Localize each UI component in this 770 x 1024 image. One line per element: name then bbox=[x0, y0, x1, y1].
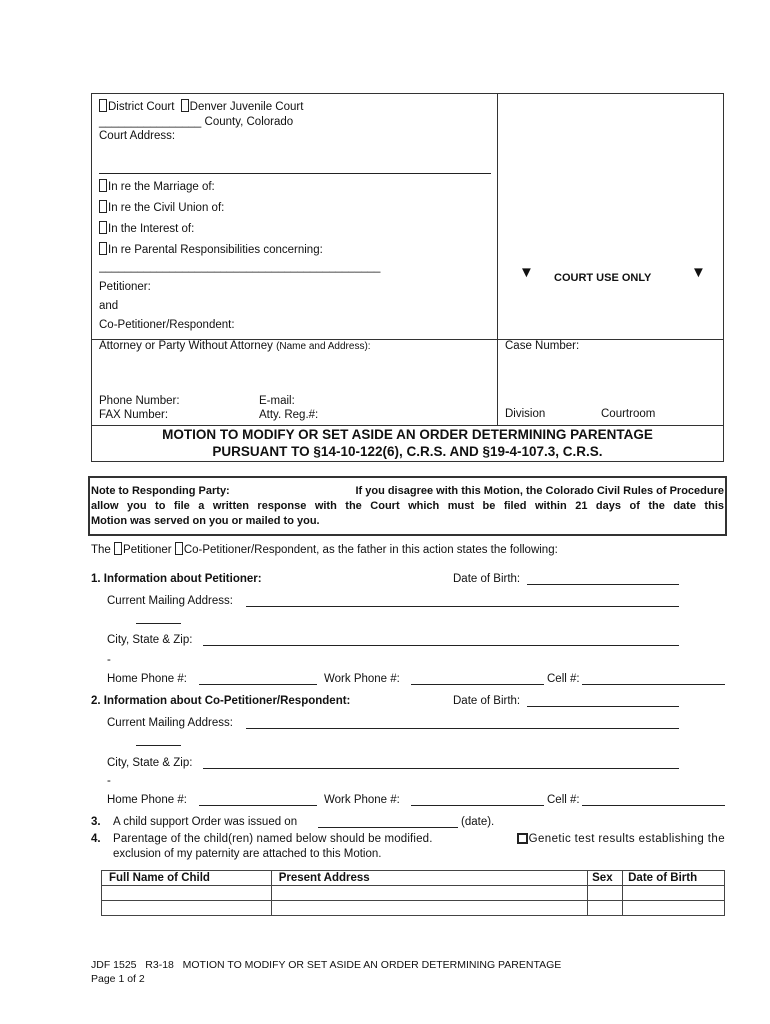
district-court-checkbox[interactable] bbox=[99, 99, 107, 112]
sec2-mailing-field-2[interactable] bbox=[136, 745, 181, 746]
and-label: and bbox=[99, 300, 119, 312]
child-sex-cell[interactable] bbox=[588, 886, 623, 901]
item3-text: A child support Order was issued on bbox=[113, 816, 298, 828]
sec1-dob-label: Date of Birth: bbox=[453, 573, 521, 585]
civil-union-row bbox=[99, 200, 224, 214]
table-row bbox=[102, 901, 725, 916]
sec1-dob-field[interactable] bbox=[527, 584, 679, 585]
email-label: E-mail: bbox=[259, 395, 295, 407]
attorney-row bbox=[99, 340, 371, 352]
sec2-work-field[interactable] bbox=[411, 805, 544, 806]
sec1-heading: 1. Information about Petitioner: bbox=[91, 573, 262, 585]
sec2-mailing-field[interactable] bbox=[246, 728, 679, 729]
sec2-cell-field[interactable] bbox=[582, 805, 725, 806]
interest-checkbox[interactable] bbox=[99, 221, 107, 234]
sec1-dash: - bbox=[107, 654, 111, 666]
parental-row bbox=[99, 242, 323, 256]
genetic-test-checkbox[interactable] bbox=[517, 833, 528, 844]
intro-line bbox=[91, 542, 558, 556]
district-court-label: District Court bbox=[108, 101, 175, 113]
item3-date-label: (date). bbox=[461, 816, 495, 828]
children-table-header bbox=[102, 871, 725, 886]
sec2-heading: 2. Information about Co-Petitioner/Respondent: bbox=[91, 695, 351, 707]
child-dob-cell[interactable] bbox=[623, 901, 725, 916]
intro-rest: Co-Petitioner/Respondent, as the father in this action states the following: bbox=[183, 544, 558, 556]
table-row bbox=[102, 886, 725, 901]
sec2-mailing-label: Current Mailing Address: bbox=[107, 717, 233, 729]
sec1-mailing-label: Current Mailing Address: bbox=[107, 595, 233, 607]
sec1-home-label: Home Phone #: bbox=[107, 673, 187, 685]
note-text-2: allow you to file a written response with the Court which must be filed within 21 days of the date this bbox=[91, 500, 724, 512]
item3-date-field[interactable] bbox=[318, 827, 458, 828]
case-number-label: Case Number: bbox=[505, 340, 580, 352]
sec1-mailing-field-2[interactable] bbox=[136, 623, 181, 624]
sec2-city-field[interactable] bbox=[203, 768, 679, 769]
arrow-down-right-icon: ▼ bbox=[691, 264, 706, 281]
note-text-1: If you disagree with this Motion, the Colorado Civil Rules of Procedure bbox=[355, 485, 724, 497]
division-label: Division bbox=[505, 408, 546, 420]
sec2-home-label: Home Phone #: bbox=[107, 794, 187, 806]
sec1-city-label: City, State & Zip: bbox=[107, 634, 193, 646]
item4-text: Parentage of the child(ren) named below should be modified. bbox=[113, 833, 433, 845]
intro-petitioner-checkbox[interactable] bbox=[114, 542, 122, 555]
child-name-cell[interactable] bbox=[102, 886, 272, 901]
item4-genetic-row bbox=[517, 833, 725, 845]
juvenile-court-checkbox[interactable] bbox=[181, 99, 189, 112]
co-petitioner-label: Co-Petitioner/Respondent: bbox=[99, 319, 235, 331]
attorney-label: Attorney or Party Without Attorney bbox=[99, 340, 273, 352]
caption-vertical-divider bbox=[497, 93, 498, 426]
court-use-only-label: COURT USE ONLY bbox=[554, 272, 652, 284]
item3-number: 3. bbox=[91, 816, 101, 828]
col-present-address: Present Address bbox=[271, 871, 587, 886]
sec2-city-label: City, State & Zip: bbox=[107, 757, 193, 769]
party-names-line: ____________________________________________ bbox=[99, 261, 381, 273]
civil-union-label: In re the Civil Union of: bbox=[108, 202, 225, 214]
interest-row bbox=[99, 221, 194, 235]
child-address-cell[interactable] bbox=[271, 886, 587, 901]
county-line: ________________ County, Colorado bbox=[99, 116, 294, 128]
sec1-city-field[interactable] bbox=[203, 645, 679, 646]
fax-number-label: FAX Number: bbox=[99, 409, 169, 421]
sec2-dob-field[interactable] bbox=[527, 706, 679, 707]
footer-page-number: Page 1 of 2 bbox=[91, 973, 145, 985]
item4-number: 4. bbox=[91, 833, 101, 845]
sec2-dash: - bbox=[107, 775, 111, 787]
parental-label: In re Parental Responsibilities concerning: bbox=[108, 244, 323, 256]
sec1-cell-field[interactable] bbox=[582, 684, 725, 685]
footer-form-id: JDF 1525 R3-18 MOTION TO MODIFY OR SET ASIDE AN ORDER DETERMINING PARENTAGE bbox=[91, 959, 562, 971]
marriage-checkbox[interactable] bbox=[99, 179, 107, 192]
atty-reg-label: Atty. Reg.#: bbox=[259, 409, 319, 421]
petitioner-label: Petitioner: bbox=[99, 281, 151, 293]
item4-line-2: exclusion of my paternity are attached to this Motion. bbox=[113, 848, 382, 860]
child-dob-cell[interactable] bbox=[623, 886, 725, 901]
caption-box bbox=[91, 93, 724, 426]
col-sex: Sex bbox=[588, 871, 623, 886]
item4-genetic-label: Genetic test results establishing the bbox=[528, 833, 725, 845]
attorney-note: (Name and Address): bbox=[276, 341, 371, 352]
intro-co-petitioner-checkbox[interactable] bbox=[175, 542, 183, 555]
col-full-name: Full Name of Child bbox=[102, 871, 272, 886]
col-date-of-birth: Date of Birth bbox=[623, 871, 725, 886]
sec2-work-label: Work Phone #: bbox=[324, 794, 400, 806]
arrow-down-left-icon: ▼ bbox=[519, 264, 534, 281]
sec2-cell-label: Cell #: bbox=[547, 794, 580, 806]
sec1-work-field[interactable] bbox=[411, 684, 544, 685]
children-table bbox=[101, 870, 725, 916]
court-type-row bbox=[99, 99, 303, 113]
juvenile-court-label: Denver Juvenile Court bbox=[189, 101, 304, 113]
child-address-cell[interactable] bbox=[271, 901, 587, 916]
courtroom-label: Courtroom bbox=[601, 408, 656, 420]
note-label: Note to Responding Party: bbox=[91, 485, 230, 497]
note-text-3: Motion was served on you or mailed to you. bbox=[91, 515, 320, 527]
interest-label: In the Interest of: bbox=[108, 223, 195, 235]
phone-number-label: Phone Number: bbox=[99, 395, 180, 407]
marriage-label: In re the Marriage of: bbox=[108, 181, 215, 193]
sec2-home-field[interactable] bbox=[199, 805, 317, 806]
court-address-underline bbox=[99, 173, 491, 174]
item4-line-1 bbox=[113, 833, 725, 845]
title-line-2: PURSUANT TO §14-10-122(6), C.R.S. AND §19-4-107.3, C.R.S. bbox=[212, 444, 603, 459]
parental-checkbox[interactable] bbox=[99, 242, 107, 255]
sec1-cell-label: Cell #: bbox=[547, 673, 580, 685]
title-line-1: MOTION TO MODIFY OR SET ASIDE AN ORDER DETERMINING PARENTAGE bbox=[162, 427, 653, 442]
civil-union-checkbox[interactable] bbox=[99, 200, 107, 213]
marriage-row bbox=[99, 179, 215, 193]
sec1-mailing-field[interactable] bbox=[246, 606, 679, 607]
sec1-work-label: Work Phone #: bbox=[324, 673, 400, 685]
court-address-label: Court Address: bbox=[99, 130, 176, 142]
intro-petitioner-label: Petitioner bbox=[123, 544, 172, 556]
note-line-1 bbox=[91, 485, 724, 497]
child-name-cell[interactable] bbox=[102, 901, 272, 916]
sec1-home-field[interactable] bbox=[199, 684, 317, 685]
child-sex-cell[interactable] bbox=[588, 901, 623, 916]
intro-the: The bbox=[91, 544, 111, 556]
sec2-dob-label: Date of Birth: bbox=[453, 695, 521, 707]
